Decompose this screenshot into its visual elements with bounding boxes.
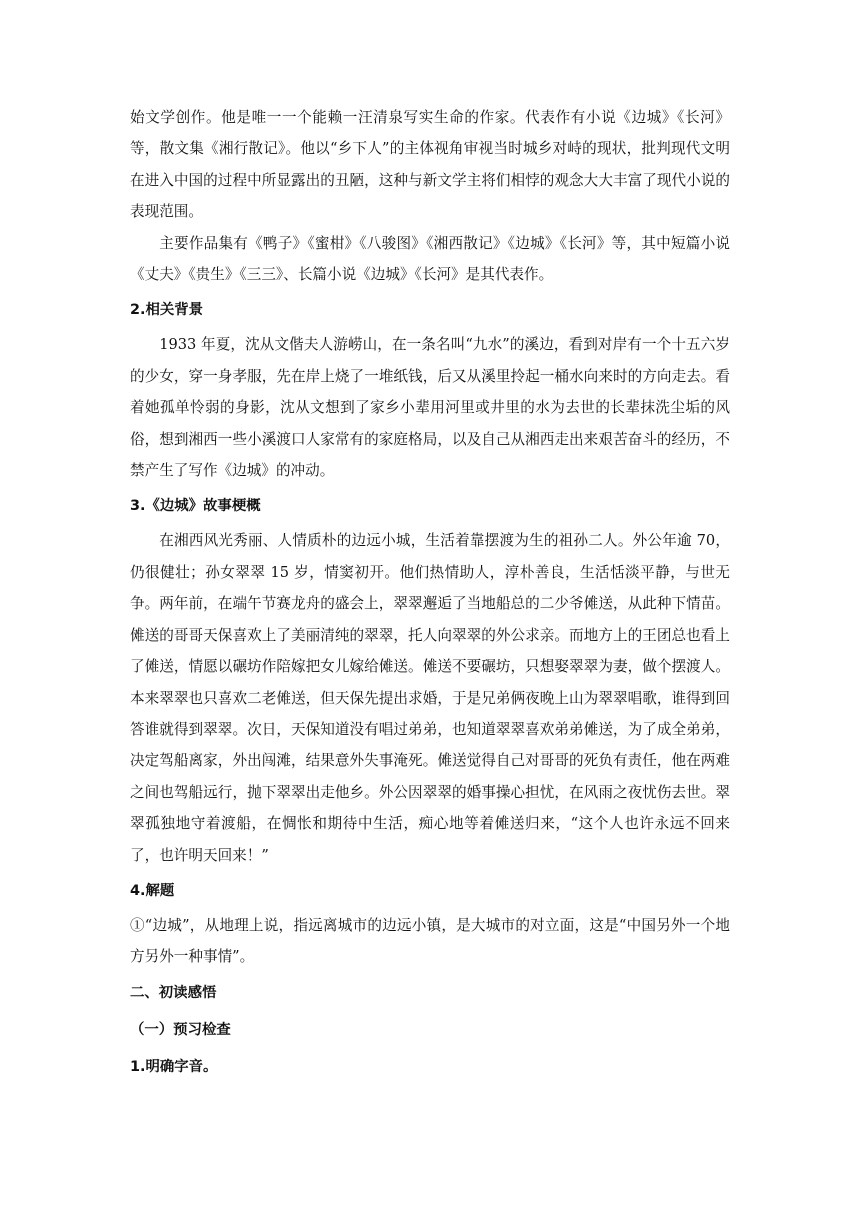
major-works-paragraph: 主要作品集有《鸭子》《蜜柑》《八骏图》《湘西散记》《边城》《长河》等，其中短篇小说《丈夫》《贵生》《三三》、长篇小说《边城》《长河》是其代表作。 <box>130 234 730 284</box>
section-heading-title-explanation: 4.解题 <box>130 882 175 899</box>
synopsis-paragraph: 在湘西风光秀丽、人情质朴的边远小城，生活着靠摆渡为生的祖孙二人。外公年逾 70，仍很健壮；孙女翠翠 15 岁，情窦初开。他们热情助人，淳朴善良，生活恬淡平静，与世无争。两年前，在端午节赛龙舟的盛会上，翠翠邂逅了当地船总的二少爷傩送，从此种下情苗。傩送的哥哥天保喜欢上了美丽清纯的翠翠，托人向翠翠的外公求亲。而地方上的王团总也看上了傩送，情愿以碾坊作陪嫁把女儿嫁给傩送。傩送不要碾坊，只想娶翠翠为妻，做个摆渡人。本来翠翠也只喜欢二老傩送，但天保先提出求婚，于是兄弟俩夜晚上山为翠翠唱歌，谁得到回答谁就得到翠翠。次日，天保知道没有唱过弟弟，也知道翠翠喜欢弟弟傩送，为了成全弟弟，决定驾船离家，外出闯滩，结果意外失事淹死。傩送觉得自己对哥哥的死负有责任，他在两难之间也驾船远行，抛下翠翠出走他乡。外公因翠翠的婚事操心担忧，在风雨之夜忧伤去世。翠翠孤独地守着渡船，在惆怅和期待中生活，痴心地等着傩送归来，“这个人也许永远不回来了，也许明天回来！” <box>130 532 730 864</box>
author-intro-paragraph: 始文学创作。他是唯一一个能赖一汪清泉写实生命的作家。代表作有小说《边城》《长河》等，散文集《湘行散记》。他以“乡下人”的主体视角审视当时城乡对峙的现状，批判现代文明在进入中国的过程中所显露出的丑陋，这种与新文学主将们相悖的观念大大丰富了现代小说的表现范围。 <box>130 109 730 221</box>
document-page <box>130 102 730 1086</box>
title-explanation-paragraph: ①“边城”，从地理上说，指远离城市的边远小镇，是大城市的对立面，这是“中国另外一个地方另外一种事情”。 <box>130 916 730 966</box>
part-heading-first-reading: 二、初读感悟 <box>130 984 217 1001</box>
section-heading-background: 2.相关背景 <box>130 302 204 319</box>
section-heading-synopsis: 3.《边城》故事梗概 <box>130 498 261 515</box>
subheading-preview-check: （一）预习检查 <box>130 1021 231 1038</box>
background-paragraph: 1933 年夏，沈从文偕夫人游崂山，在一条名叫“九水”的溪边，看到对岸有一个十五六岁的少女，穿一身孝服，先在岸上烧了一堆纸钱，后又从溪里拎起一桶水向来时的方向走去。看着她孤单怜弱的身影，沈从文想到了家乡小辈用河里或井里的水为去世的长辈抹洗尘垢的风俗，想到湘西一些小溪渡口人家常有的家庭格局，以及自己从湘西走出来艰苦奋斗的经历，不禁产生了写作《边城》的冲动。 <box>130 336 730 480</box>
item-pronunciation: 1.明确字音。 <box>130 1058 218 1075</box>
